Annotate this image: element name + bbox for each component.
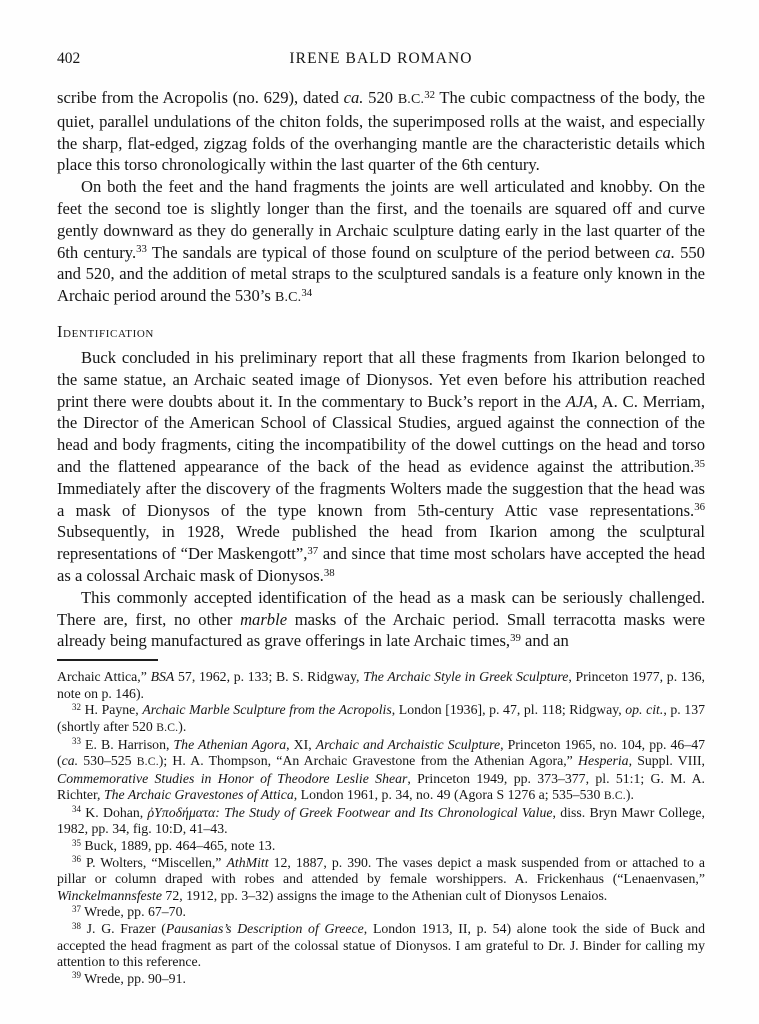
text-run: ). bbox=[178, 718, 187, 734]
text-run: and an bbox=[520, 631, 569, 651]
footnote bbox=[57, 838, 705, 855]
italic-text: The Archaic Style in Greek Sculpture bbox=[363, 669, 569, 685]
italic-text: Commemorative Studies in Honor of Theodore Leslie Shear bbox=[57, 770, 408, 786]
text-run: , Princeton 1949, pp. 373–377, pl. 51:1; G. M. A. Richter, bbox=[57, 770, 705, 803]
footnote-number: 37 bbox=[72, 903, 81, 914]
text-run: Buck, 1889, pp. 464–465, note 13. bbox=[84, 838, 276, 854]
italic-text: Archaic Marble Sculpture from the Acropolis bbox=[142, 702, 392, 718]
text-run: , diss. Bryn Mawr College, 1982, pp. 34, fig. 10:D, 41–43. bbox=[57, 804, 706, 837]
text-run: Archaic Attica,” bbox=[57, 669, 151, 685]
text-run: 72, 1912, pp. 3–32) assigns the image to the Athenian cult of Dionysos Lenaios. bbox=[161, 887, 608, 903]
footnotes bbox=[57, 669, 705, 987]
text-run: Immediately after the discovery of the fragments Wolters made the suggestion that the head was a mask of Dionysos of the type known from 5th-century Attic vase representations. bbox=[57, 478, 705, 520]
text-run: scribe from the Acropolis (no. 629), dated bbox=[57, 88, 344, 107]
text-run: On both the feet and the hand fragments the joints are well articulated and knobby. On the feet the second toe is slightly longer than the first, and the toenails are squared off and curve gently downward as they do generally in Archaic sculpture dating early in the last quarter of the 6th century. bbox=[57, 177, 705, 262]
text-run: 57, 1962, p. 133; B. S. Ridgway, bbox=[174, 669, 364, 685]
italic-text: ῤΥποδήματα: The Study of Greek Footwear and Its Chronological Value bbox=[147, 804, 553, 820]
text-run: The sandals are typical of those found on sculpture of the period between bbox=[146, 242, 656, 262]
footnote bbox=[57, 921, 705, 971]
footnote bbox=[57, 702, 705, 736]
footnote-ref: 33 bbox=[136, 243, 147, 256]
italic-text: ca. bbox=[343, 88, 364, 107]
footnote-ref: 35 bbox=[694, 457, 705, 470]
smallcaps-text: B.C. bbox=[397, 92, 425, 107]
text-run: K. Dohan, bbox=[85, 804, 148, 820]
footnote bbox=[57, 904, 705, 921]
footnote-ref: 36 bbox=[694, 501, 705, 514]
paragraph bbox=[57, 587, 705, 652]
footnote-number: 39 bbox=[72, 970, 81, 981]
text-run: , A. C. Merriam, the Director of the American School of Classical Studies, argued against the connection of the head and body fragments, citing the incompatibility of the dowel cuttings on the head and torso and the flattened appearance of the back of the head as evidence against the attribution. bbox=[57, 391, 705, 476]
paragraph bbox=[57, 347, 705, 587]
text-run: , Suppl. VIII, bbox=[628, 753, 705, 769]
text-run: ); H. A. Thompson, “An Archaic Gravestone from the Athenian Agora,” bbox=[158, 753, 578, 769]
page-number: 402 bbox=[57, 50, 81, 67]
text-run: 520 bbox=[363, 88, 398, 107]
section-heading: Identification bbox=[57, 321, 154, 341]
footnote bbox=[57, 737, 705, 805]
italic-text: Pausanias’s Description of Greece bbox=[165, 921, 364, 937]
footnote-number: 33 bbox=[72, 736, 81, 747]
footnote-ref: 38 bbox=[323, 566, 335, 579]
text-run: 12, 1887, p. 390. The vases depict a mask suspended from or attached to a pillar or column draped with robes and attended by female worshippers. A. Frickenhaus (“Lenaenvasen,” bbox=[57, 854, 705, 887]
footnote bbox=[57, 855, 705, 905]
text-run: , London 1961, p. 34, no. 49 (Agora S 1276 a; 535–530 bbox=[293, 787, 604, 803]
text-run: , XI, bbox=[286, 736, 316, 752]
paragraph bbox=[57, 176, 705, 309]
footnote-separator bbox=[57, 659, 158, 661]
footnote-ref: 39 bbox=[510, 631, 521, 644]
footnote-ref: 37 bbox=[307, 544, 319, 557]
smallcaps-text: B.C. bbox=[156, 720, 179, 734]
footnote-number: 32 bbox=[72, 701, 81, 712]
italic-text: marble bbox=[240, 609, 288, 629]
running-head: IRENE BALD ROMANO bbox=[289, 50, 473, 67]
text-run: H. Payne, bbox=[84, 702, 143, 718]
text-run: Wrede, pp. 90–91. bbox=[84, 970, 186, 986]
italic-text: Winckelmannsfeste bbox=[57, 887, 162, 903]
text-run: , Princeton 1977, p. 136, note on p. 146). bbox=[57, 669, 705, 701]
text-run: This commonly accepted identification of the head as a mask can be seriously challenged. There are, first, no other bbox=[57, 587, 705, 629]
italic-text: BSA bbox=[150, 669, 175, 685]
italic-text: The Archaic Gravestones of Attica bbox=[103, 787, 294, 803]
footnote-ref: 32 bbox=[424, 88, 435, 101]
text-run: , p. 137 (shortly after 520 bbox=[57, 702, 706, 734]
italic-text: Archaic and Archaistic Sculpture bbox=[315, 736, 501, 752]
paragraph bbox=[57, 87, 705, 176]
text-run: ). bbox=[625, 787, 634, 803]
text-run: masks of the Archaic period. Small terracotta masks were already being manufactured as grave offerings in late Archaic times, bbox=[57, 609, 705, 651]
text-run: 530–525 bbox=[78, 753, 137, 769]
italic-text: ca. bbox=[655, 242, 675, 262]
italic-text: AJA bbox=[565, 391, 594, 411]
text-run: Wrede, pp. 67–70. bbox=[84, 904, 186, 920]
page-header bbox=[57, 50, 705, 69]
text-run: E. B. Harrison, bbox=[85, 736, 174, 752]
footnote-number: 36 bbox=[72, 854, 81, 865]
text-run: The cubic compactness of the body, the quiet, parallel undulations of the chiton folds, the superimposed rolls at the waist, and especially the sharp, flat-edged, zigzag folds of the overhanging mantle are the characteristic details which place this torso chronologically within the last quarter of the 6th century. bbox=[57, 88, 705, 175]
italic-text: The Athenian Agora bbox=[173, 736, 287, 752]
text-run: , London [1936], p. 47, pl. 118; Ridgway, bbox=[391, 702, 626, 718]
footnote-ref: 34 bbox=[301, 286, 313, 299]
text-run: , Princeton 1965, no. 104, pp. 46–47 ( bbox=[57, 736, 705, 769]
smallcaps-text: B.C. bbox=[274, 290, 302, 306]
footnote-number: 38 bbox=[72, 920, 81, 931]
body-text bbox=[57, 87, 705, 652]
italic-text: AthMitt bbox=[226, 854, 269, 870]
footnote bbox=[57, 971, 705, 988]
smallcaps-text: B.C. bbox=[136, 755, 159, 769]
text-run: Buck concluded in his preliminary report that all these fragments from Ikarion belonged to the same statue, an Archaic seated image of Dionysos. Yet even before his attribution reached print there were doubts about it. In the commentary to Buck’s report in the bbox=[57, 347, 705, 411]
text-run: Subsequently, in 1928, Wrede published the head from Ikarion among the sculptural representations of “Der Maskengott”, bbox=[57, 522, 705, 564]
footnote-number: 34 bbox=[72, 804, 81, 815]
smallcaps-text: B.C. bbox=[603, 789, 626, 803]
italic-text: op. cit. bbox=[625, 702, 664, 718]
italic-text: ca. bbox=[61, 753, 79, 769]
footnote bbox=[57, 669, 705, 702]
italic-text: Hesperia bbox=[577, 753, 629, 769]
text-run: , London 1913, II, p. 54) alone took the side of Buck and accepted the head fragment as part of the colossal statue of Dionysos. I am grateful to Dr. J. Binder for calling my attention to this reference. bbox=[57, 921, 705, 970]
text-run: and since that time most scholars have accepted the head as a colossal Archaic mask of Dionysos. bbox=[57, 544, 705, 585]
text-run: 550 and 520, and the addition of metal straps to the sculptured sandals is a feature only known in the Archaic period around the 530’s bbox=[57, 242, 705, 306]
text-run: P. Wolters, “Miscellen,” bbox=[85, 854, 227, 870]
footnote bbox=[57, 805, 705, 838]
text-run: J. G. Frazer ( bbox=[86, 921, 166, 937]
footnote-number: 35 bbox=[72, 837, 81, 848]
